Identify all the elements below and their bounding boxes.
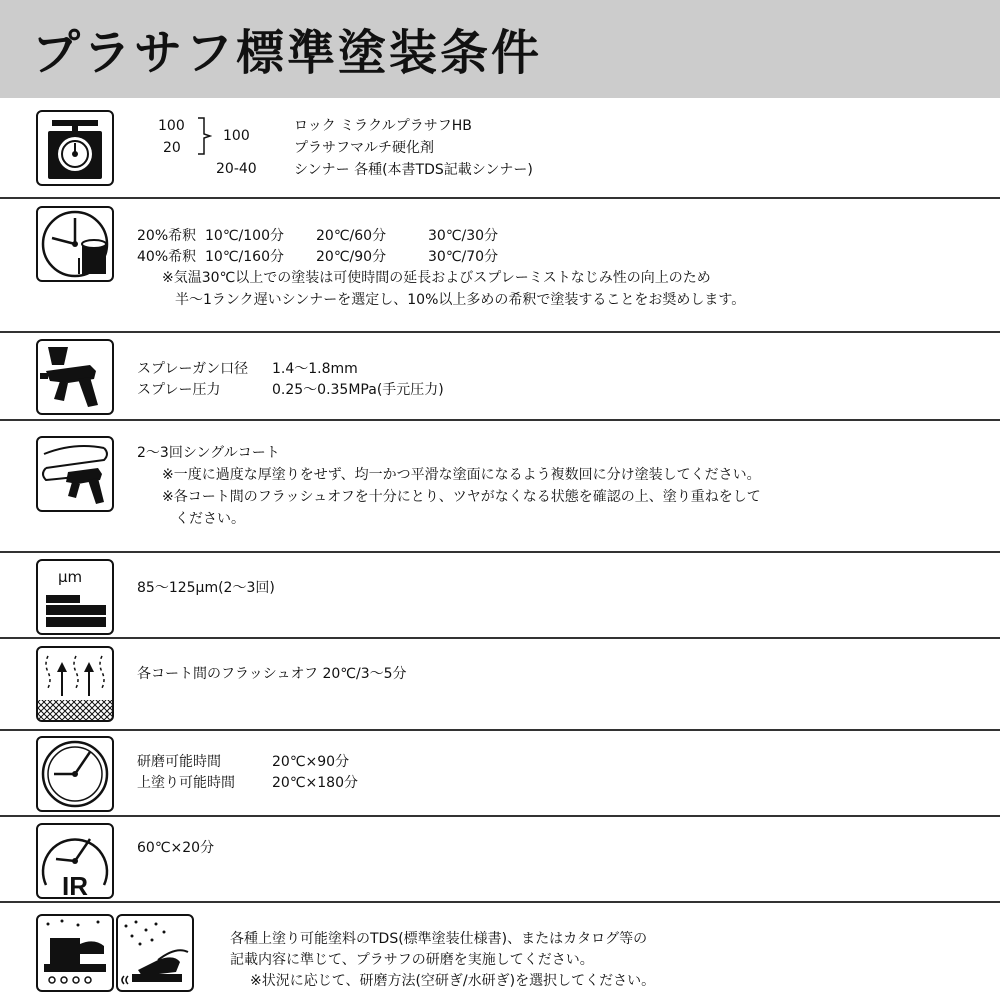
page-title: プラサフ標準塗装条件 — [32, 25, 543, 81]
section-divider — [0, 729, 1000, 731]
film-thickness-value: 85～125μm(2～3回) — [137, 580, 275, 596]
potlife-row2-20c: 20℃/90分 — [316, 249, 387, 265]
potlife-row2-10c: 10℃/160分 — [205, 249, 284, 265]
potlife-row1-label: 20%希釈 — [137, 228, 197, 244]
page-header — [0, 0, 1000, 98]
section-divider — [0, 551, 1000, 553]
wet-sanding-icon — [116, 914, 194, 992]
spray-pressure-label: スプレー圧力 — [137, 382, 221, 398]
sanding-note-3: ※状況に応じて、研磨方法(空研ぎ/水研ぎ)を選択してください。 — [250, 973, 656, 989]
sanding-icon — [36, 914, 114, 992]
ir-drying-value: 60℃×20分 — [137, 840, 215, 856]
spray-gun-icon — [36, 339, 114, 415]
section-divider — [0, 637, 1000, 639]
clock-paint-can-icon — [36, 206, 114, 282]
sanding-time-value: 20℃×90分 — [272, 754, 350, 770]
ratio-hardener: 20 — [163, 140, 181, 156]
flash-off-value: 各コート間のフラッシュオフ 20℃/3～5分 — [137, 666, 407, 682]
spray-nozzle-label: スプレーガン口径 — [137, 361, 249, 377]
potlife-row1-30c: 30℃/30分 — [428, 228, 499, 244]
coats-note-1: ※一度に過度な厚塗りをせず、均一かつ平滑な塗面になるよう複数回に分け塗装してください。 — [162, 467, 761, 483]
potlife-note-1: ※気温30℃以上での塗装は可使時間の延長およびスプレーミストなじみ性の向上のため — [162, 270, 711, 286]
topcoat-time-value: 20℃×180分 — [272, 775, 358, 791]
product-main-agent: ロック ミラクルプラサフHB — [294, 118, 472, 134]
sanding-note-2: 記載内容に準じて、プラサフの研磨を実施してください。 — [230, 952, 594, 968]
potlife-row1-10c: 10℃/100分 — [205, 228, 284, 244]
coats-note-2: ※各コート間のフラッシュオフを十分にとり、ツヤがなくなる状態を確認の上、塗り重ねをして — [162, 489, 761, 505]
potlife-row1-20c: 20℃/60分 — [316, 228, 387, 244]
coats-count: 2～3回シングルコート — [137, 445, 280, 461]
flash-off-icon — [36, 646, 114, 722]
ratio-sum: 100 — [223, 128, 250, 144]
product-hardener: プラサフマルチ硬化剤 — [294, 140, 434, 156]
topcoat-time-label: 上塗り可能時間 — [137, 775, 235, 791]
section-divider — [0, 331, 1000, 333]
brace-icon — [196, 116, 212, 156]
sanding-time-label: 研磨可能時間 — [137, 754, 221, 770]
section-divider — [0, 815, 1000, 817]
ir-icon-label: IR — [62, 871, 88, 897]
spray-nozzle-value: 1.4～1.8mm — [272, 361, 358, 377]
ratio-main-agent: 100 — [158, 118, 185, 134]
spray-coat-icon — [36, 436, 114, 512]
ratio-thinner: 20-40 — [216, 161, 257, 177]
section-divider — [0, 197, 1000, 199]
potlife-row2-label: 40%希釈 — [137, 249, 197, 265]
section-divider — [0, 901, 1000, 903]
spray-pressure-value: 0.25～0.35MPa(手元圧力) — [272, 382, 444, 398]
sanding-note-1: 各種上塗り可能塗料のTDS(標準塗装仕様書)、またはカタログ等の — [230, 931, 648, 947]
potlife-note-2: 半～1ランク遅いシンナーを選定し、10%以上多めの希釈で塗装することをお奨めします。 — [175, 292, 746, 308]
potlife-row2-30c: 30℃/70分 — [428, 249, 499, 265]
ir-clock-icon — [36, 823, 114, 899]
section-divider — [0, 419, 1000, 421]
film-thickness-icon-label: μm — [58, 568, 83, 586]
scale-icon — [36, 110, 114, 186]
clock-icon — [36, 736, 114, 812]
product-thinner: シンナー 各種(本書TDS記載シンナー) — [294, 162, 533, 178]
coats-note-3: ください。 — [175, 511, 245, 527]
